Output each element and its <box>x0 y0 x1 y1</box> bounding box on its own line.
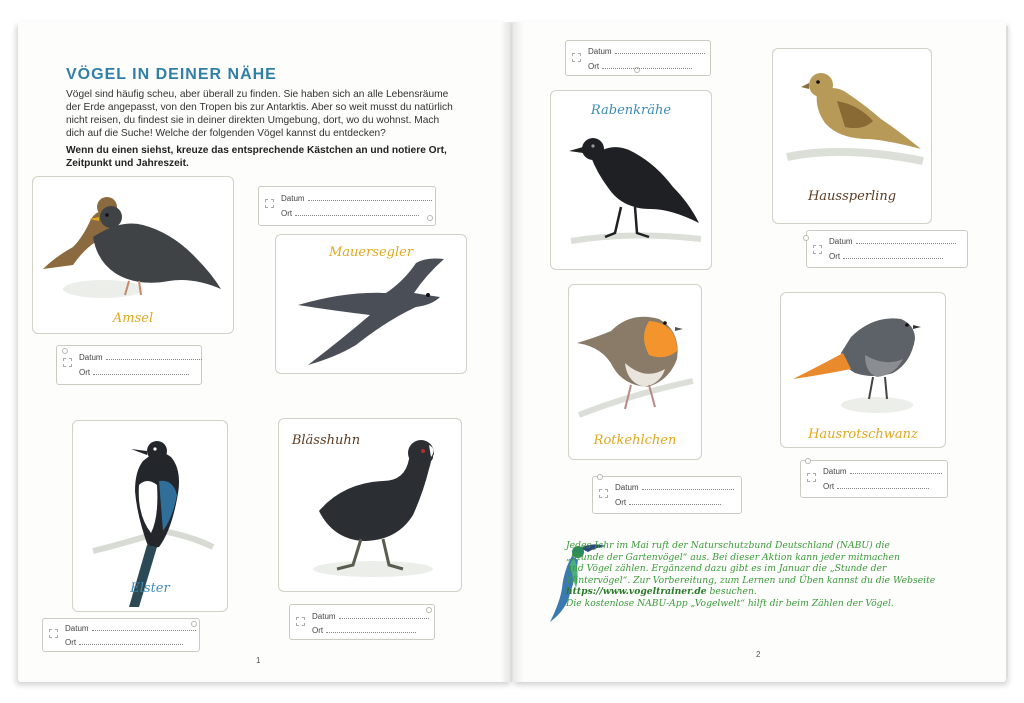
bird-name-rotkehlchen: Rotkehlchen <box>593 433 677 448</box>
tag-hole <box>803 235 809 241</box>
record-tag-rotkehlchen <box>592 476 742 514</box>
place-line <box>629 499 721 505</box>
date-line <box>615 48 705 54</box>
date-label: Datum <box>588 47 612 56</box>
date-label: Datum <box>615 483 639 492</box>
date-line <box>339 613 429 619</box>
bird-name-mauersegler: Mauersegler <box>328 245 414 260</box>
date-field[interactable] <box>281 194 432 203</box>
bird-name-elster: Elster <box>130 581 170 596</box>
place-line <box>602 63 692 69</box>
place-field[interactable] <box>65 638 183 647</box>
tag-hole <box>805 458 811 464</box>
tick-box[interactable] <box>296 617 305 626</box>
note-line-6: Die kostenlose NABU-App „Vogelwelt“ hilft dir beim Zählen der Vögel. <box>566 597 894 609</box>
bird-card-mauersegler <box>275 234 467 374</box>
date-label: Datum <box>312 612 336 621</box>
record-tag-hausrotschwanz <box>800 460 948 498</box>
place-label: Ort <box>312 626 324 635</box>
bird-name-haussperling: Haussperling <box>807 189 897 204</box>
record-tag-haussperling <box>806 230 968 268</box>
tick-box[interactable] <box>265 199 274 208</box>
record-tag-elster <box>42 618 200 652</box>
place-line <box>79 639 183 645</box>
bird-name-blaesshuhn: Blässhuhn <box>291 433 361 448</box>
date-label: Datum <box>65 624 89 633</box>
record-tag-blaesshuhn <box>289 604 435 640</box>
record-tag-mauersegler <box>258 186 436 226</box>
place-label: Ort <box>65 638 77 647</box>
place-label: Ort <box>79 368 91 377</box>
bird-name-rabenkraehe: Rabenkrähe <box>590 103 672 118</box>
place-line <box>326 627 416 633</box>
bird-card-rabenkraehe <box>550 90 712 270</box>
tag-hole <box>62 348 68 354</box>
place-label: Ort <box>615 498 627 507</box>
date-label: Datum <box>281 194 305 203</box>
rabenkraehe-illustration <box>551 91 713 271</box>
date-line <box>92 625 196 631</box>
date-line <box>850 468 942 474</box>
place-field[interactable] <box>79 368 189 377</box>
tick-box[interactable] <box>572 53 581 62</box>
date-label: Datum <box>823 467 847 476</box>
bird-card-hausrotschwanz <box>780 292 946 448</box>
mauersegler-illustration <box>276 235 468 375</box>
date-field[interactable] <box>829 237 956 246</box>
note-line-5 <box>566 586 946 598</box>
date-line <box>642 484 734 490</box>
place-field[interactable] <box>615 498 721 507</box>
note-line-2: „Stunde der Gartenvögel“ aus. Bei dieser Aktion kann jeder mitmachen <box>566 551 900 563</box>
tag-hole <box>597 474 603 480</box>
date-label: Datum <box>829 237 853 246</box>
tag-hole <box>427 215 433 221</box>
note-line-3: und Vögel zählen. Ergänzend dazu gibt es im Januar die „Stunde der <box>566 563 887 574</box>
place-label: Ort <box>281 209 293 218</box>
record-tag-rabenkraehe <box>565 40 711 76</box>
date-field[interactable] <box>65 624 196 633</box>
place-label: Ort <box>588 62 600 71</box>
place-label: Ort <box>823 482 835 491</box>
tick-box[interactable] <box>49 629 58 638</box>
vogeltrainer-link[interactable]: https://www.vogeltrainer.de <box>566 586 707 597</box>
hausrotschwanz-illustration <box>781 293 947 449</box>
tick-box[interactable] <box>599 489 608 498</box>
place-field[interactable] <box>588 62 692 71</box>
tick-box[interactable] <box>63 358 72 367</box>
place-field[interactable] <box>312 626 416 635</box>
bird-card-blaesshuhn <box>278 418 462 592</box>
place-line <box>295 210 419 216</box>
tick-box[interactable] <box>813 245 822 254</box>
date-field[interactable] <box>588 47 705 56</box>
bird-card-rotkehlchen <box>568 284 702 460</box>
note-link-suffix: besuchen. <box>706 586 757 597</box>
bird-name-hausrotschwanz: Hausrotschwanz <box>808 427 918 442</box>
blaesshuhn-illustration <box>279 419 463 593</box>
date-line <box>308 195 432 201</box>
page-number-left: 1 <box>256 656 261 665</box>
bird-card-haussperling <box>772 48 932 224</box>
date-field[interactable] <box>312 612 429 621</box>
place-line <box>837 483 929 489</box>
place-line <box>93 369 189 375</box>
page-edge <box>1000 26 1008 678</box>
bird-name-amsel: Amsel <box>112 311 154 326</box>
page-number-right: 2 <box>756 650 761 659</box>
instruction-text: Wenn du einen siehst, kreuze das entsprechende Kästchen an und notiere Ort, Zeitpunkt und Jahreszeit. <box>66 145 447 169</box>
place-field[interactable] <box>281 209 419 218</box>
date-line <box>856 238 956 244</box>
bird-card-amsel <box>32 176 234 334</box>
page-title: VÖGEL IN DEINER NÄHE <box>66 66 277 83</box>
book-gutter <box>500 22 524 682</box>
place-field[interactable] <box>829 252 943 261</box>
note-line-1: Jedes Jahr im Mai ruft der Naturschutzbund Deutschland (NABU) die <box>566 540 890 551</box>
date-label: Datum <box>79 353 103 362</box>
place-field[interactable] <box>823 482 929 491</box>
note-line-4: Wintervögel“. Zur Vorbereitung, zum Lernen und Üben kannst du die Webseite <box>566 574 936 586</box>
bird-card-elster <box>72 420 228 612</box>
place-label: Ort <box>829 252 841 261</box>
intro-text: Vögel sind häufig scheu, aber überall zu finden. Sie haben sich an alle Lebensräume der Erde angepasst, von den Tropen bis zur Antarktis. Aber so weit musst du natürlich nicht reisen, du findest sie in deiner direkten Umgebung, dort, wo du wohnst. Mach dich auf die Suche! Welche der folgenden Vögel kannst du entdecken? <box>66 89 453 139</box>
date-field[interactable] <box>823 467 942 476</box>
place-line <box>843 253 943 259</box>
nabu-note <box>566 540 946 609</box>
record-tag-amsel <box>56 345 202 385</box>
date-field[interactable] <box>79 353 202 362</box>
tick-box[interactable] <box>807 473 816 482</box>
date-line <box>106 354 202 360</box>
date-field[interactable] <box>615 483 734 492</box>
